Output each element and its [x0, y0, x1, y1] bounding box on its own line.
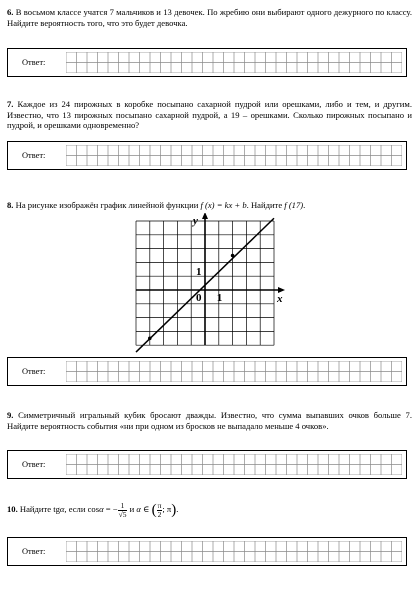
answer-grid[interactable]	[66, 52, 402, 73]
answer-grid[interactable]	[66, 145, 402, 166]
task-text: Симметричный игральный кубик бросают дважды. Известно, что сумма выпавших очков больше 7. Найдите вероятность события «ни при одном из бросков не выпадало меньше 4 очков».	[7, 410, 412, 431]
x-axis-label: x	[277, 293, 283, 305]
cos-function: cos	[87, 504, 100, 514]
interval-end: ; π	[162, 504, 172, 514]
tg-function: tg	[53, 504, 60, 514]
alpha-symbol: α	[136, 504, 141, 514]
answer-grid[interactable]	[66, 541, 402, 562]
answer-grid[interactable]	[66, 361, 402, 382]
task-7	[7, 99, 412, 131]
alpha-symbol: α	[99, 504, 104, 514]
answer-box-8	[7, 357, 407, 386]
task-number: 8.	[7, 200, 14, 210]
task-number: 6.	[7, 7, 14, 17]
task-text: Найдите	[19, 504, 54, 514]
answer-box-10	[7, 537, 407, 566]
task-number: 10.	[7, 504, 18, 514]
denominator: √5	[118, 509, 127, 519]
numerator: π	[157, 500, 162, 510]
task-8	[7, 200, 412, 211]
y-axis-label: y	[193, 215, 198, 227]
answer-box-6	[7, 48, 407, 77]
answer-box-9	[7, 450, 407, 479]
task-text: .	[176, 504, 179, 514]
close-paren: )	[171, 502, 177, 519]
task-text: и	[127, 504, 137, 514]
answer-label: Ответ:	[22, 547, 46, 556]
task-text: На рисунке изображён график линейной функции	[15, 200, 201, 210]
formula: f (x) = kx + b	[200, 200, 247, 210]
marked-point	[231, 254, 235, 258]
task-number: 9.	[7, 410, 14, 420]
task-9	[7, 410, 412, 431]
task-text: Каждое из 24 пирожных в коробке посыпано сахарной пудрой или орешками, либо и тем, и другим. Известно, что 13 пирожных посыпано сахарной пудрой, а 19 – орешками. Сколько пирожных посыпано и пудрой, и орешками одновременно?	[7, 99, 412, 131]
function-graph	[130, 213, 290, 353]
alpha-symbol: α	[59, 504, 65, 514]
task-text: В восьмом классе учатся 7 мальчиков и 13 девочек. По жребию они выбирают одного дежурного по классу. Найдите вероятность того, что это будет девочка.	[7, 7, 412, 28]
denominator: 2	[157, 509, 162, 519]
query: f (17)	[284, 200, 304, 210]
task-text: .	[303, 200, 306, 210]
task-10	[7, 500, 412, 519]
task-6	[7, 7, 412, 28]
answer-label: Ответ:	[22, 367, 46, 376]
y-axis-arrow	[202, 213, 208, 219]
answer-grid[interactable]	[66, 454, 402, 475]
y-unit-label: 1	[196, 266, 202, 279]
numerator: 1	[118, 502, 128, 511]
origin-label: 0	[196, 292, 202, 304]
answer-label: Ответ:	[22, 460, 46, 469]
task-number: 7.	[7, 99, 14, 109]
x-unit-label: 1	[216, 292, 223, 304]
open-paren: (	[151, 502, 157, 519]
answer-label: Ответ:	[22, 151, 46, 160]
equals-minus: = −	[103, 504, 118, 514]
answer-box-7	[7, 141, 407, 170]
marked-point	[148, 337, 152, 341]
answer-label: Ответ:	[22, 58, 46, 67]
task-text: . Найдите	[246, 200, 285, 210]
task-text: , если	[64, 504, 88, 514]
fraction	[118, 502, 128, 519]
element-of: ∈	[140, 504, 152, 514]
